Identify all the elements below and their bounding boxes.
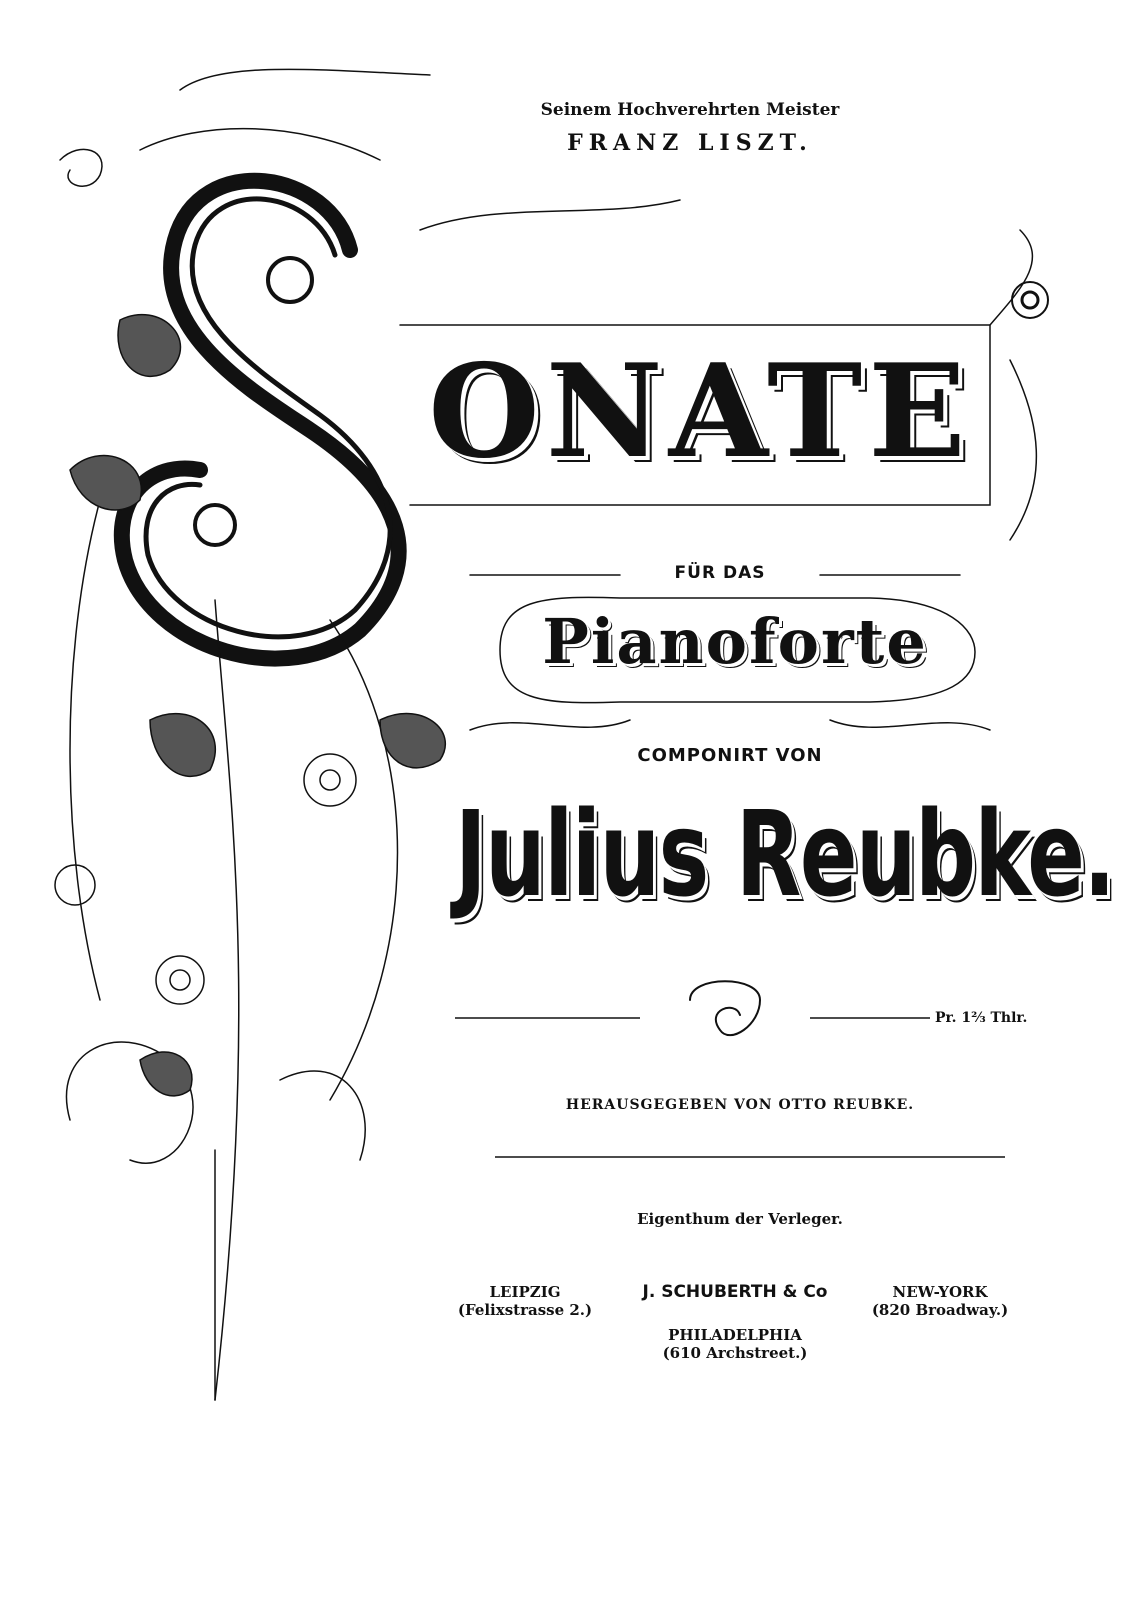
instrument-title: Pianoforte [542, 605, 928, 678]
dedication-line: Seinem Hochverehrten Meister [540, 100, 840, 120]
publisher-name: J. SCHUBERTH & Co [642, 1282, 828, 1302]
dedicatee-name: FRANZ LISZT. [567, 130, 813, 156]
bottom-city: PHILADELPHIA [668, 1326, 802, 1344]
composed-by-line: COMPONIRT VON [637, 745, 823, 766]
publisher-right-block [855, 1283, 1025, 1319]
property-note: Eigenthum der Verleger. [637, 1210, 843, 1228]
for-line: FÜR DAS [674, 563, 766, 583]
price-label: Pr. 1⅔ Thlr. [935, 1010, 1028, 1026]
price-line-ornament [690, 981, 760, 1035]
bottom-address: (610 Archstreet.) [662, 1344, 808, 1362]
left-address: (Felixstrasse 2.) [457, 1301, 593, 1319]
composer-name: Julius Reubke. [455, 785, 1115, 923]
publisher-bottom-block [635, 1326, 835, 1362]
title-word: ONATE [428, 337, 972, 487]
right-address: (820 Broadway.) [871, 1301, 1009, 1319]
editor-line: HERAUSGEGEBEN VON OTTO REUBKE. [565, 1097, 915, 1113]
publisher-left-block [440, 1283, 610, 1319]
right-city: NEW-YORK [892, 1283, 988, 1301]
left-city: LEIPZIG [489, 1283, 561, 1301]
